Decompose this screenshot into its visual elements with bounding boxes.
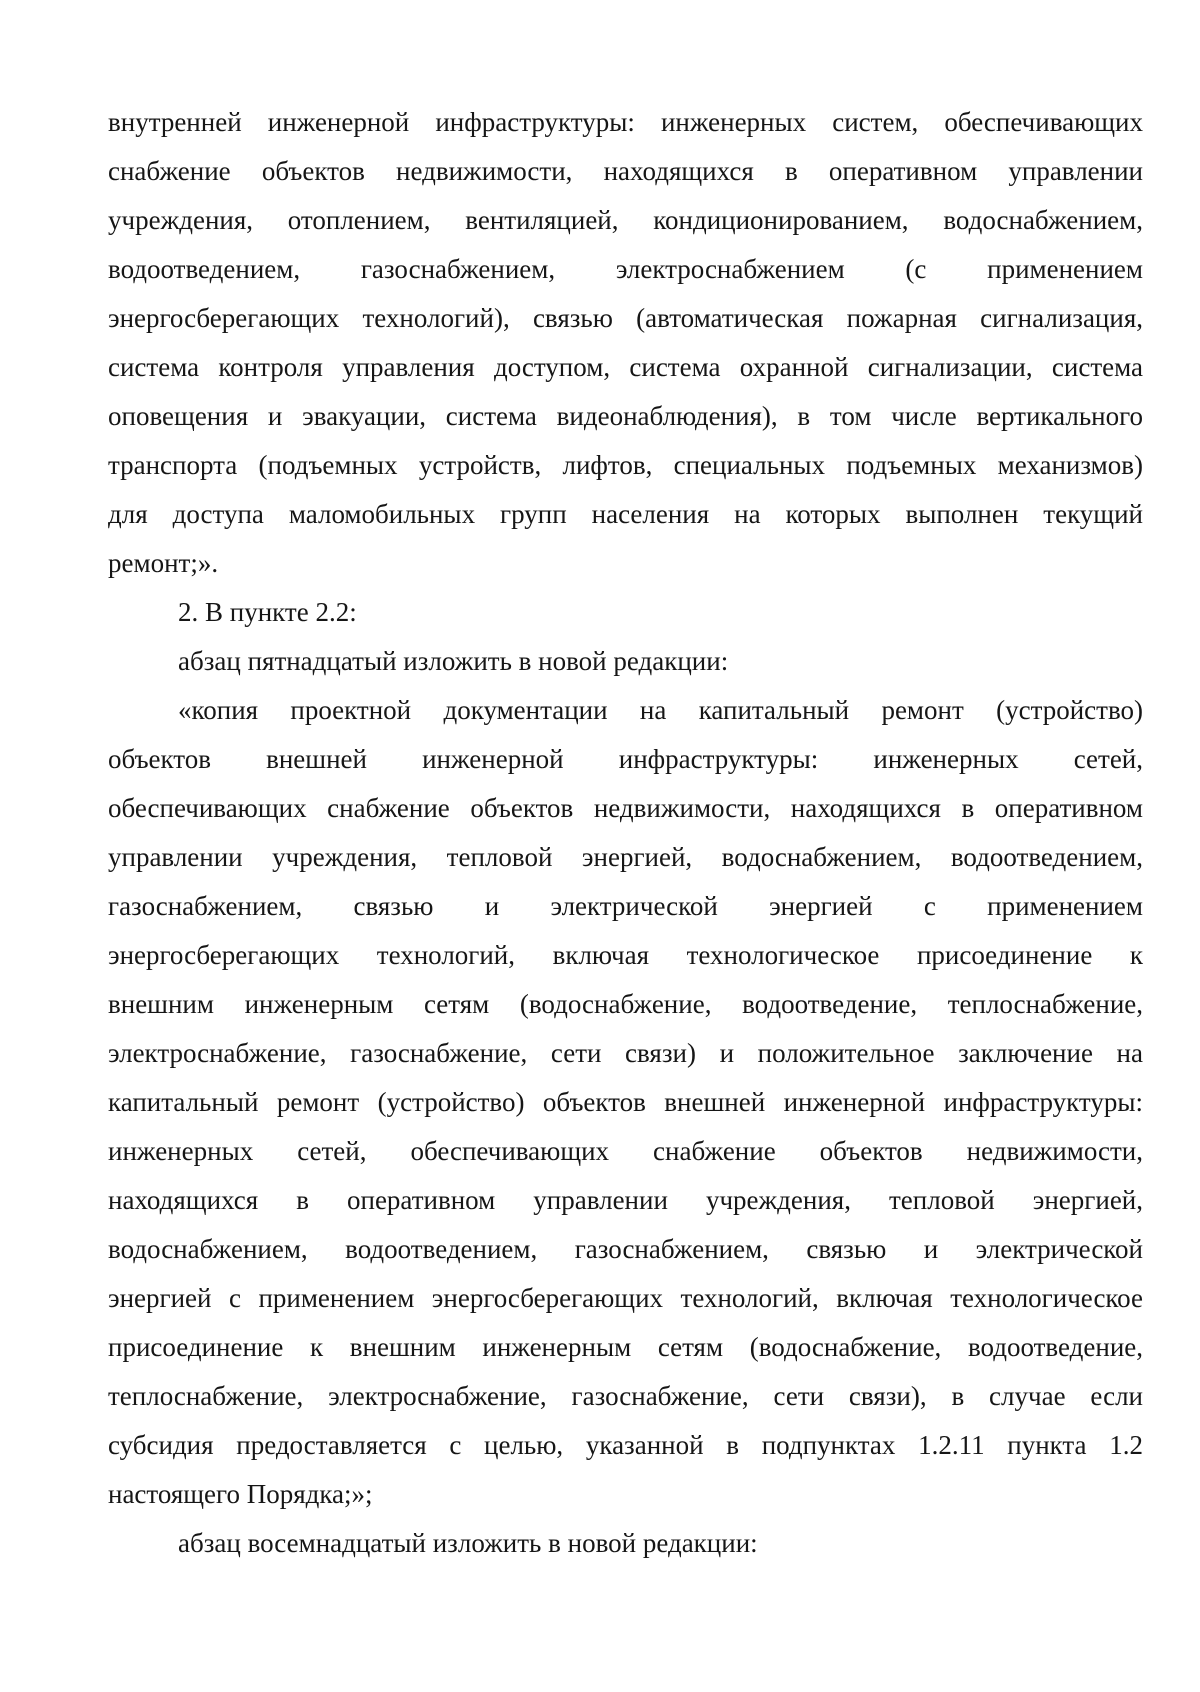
text-line: внутренней инженерной инфраструктуры: инженерных систем, обеспечивающих	[108, 107, 1143, 137]
text-line: абзац пятнадцатый изложить в новой редакции:	[178, 646, 729, 676]
paragraph-item-2	[108, 588, 1143, 637]
text-line: энергией с применением энергосберегающих технологий, включая технологическое	[108, 1283, 1143, 1313]
text-line: теплоснабжение, электроснабжение, газоснабжение, сети связи), в случае если	[108, 1381, 1143, 1411]
text-line: субсидия предоставляется с целью, указанной в подпунктах 1.2.11 пункта 1.2	[108, 1430, 1143, 1460]
text-line: система контроля управления доступом, система охранной сигнализации, система	[108, 352, 1143, 382]
paragraph-instruction-18	[108, 1519, 1143, 1568]
text-line: электроснабжение, газоснабжение, сети связи) и положительное заключение на	[108, 1038, 1143, 1068]
text-line: настоящего Порядка;»;	[108, 1479, 373, 1509]
text-line: оповещения и эвакуации, система видеонаблюдения), в том числе вертикального	[108, 401, 1143, 431]
text-line: находящихся в оперативном управлении учреждения, тепловой энергией,	[108, 1185, 1143, 1215]
text-line: внешним инженерным сетям (водоснабжение, водоотведение, теплоснабжение,	[108, 989, 1143, 1019]
text-line: водоотведением, газоснабжением, электроснабжением (с применением	[108, 254, 1143, 284]
text-line: газоснабжением, связью и электрической энергией с применением	[108, 891, 1143, 921]
text-line: 2. В пункте 2.2:	[178, 597, 357, 627]
text-line: объектов внешней инженерной инфраструктуры: инженерных сетей,	[108, 744, 1143, 774]
text-line: абзац восемнадцатый изложить в новой редакции:	[178, 1528, 758, 1558]
text-line: присоединение к внешним инженерным сетям (водоснабжение, водоотведение,	[108, 1332, 1143, 1362]
text-line: водоснабжением, водоотведением, газоснабжением, связью и электрической	[108, 1234, 1143, 1264]
paragraph-instruction-15	[108, 637, 1143, 686]
text-line: энергосберегающих технологий), связью (автоматическая пожарная сигнализация,	[108, 303, 1143, 333]
text-line: инженерных сетей, обеспечивающих снабжение объектов недвижимости,	[108, 1136, 1143, 1166]
text-line: энергосберегающих технологий, включая технологическое присоединение к	[108, 940, 1143, 970]
text-line: транспорта (подъемных устройств, лифтов, специальных подъемных механизмов)	[108, 450, 1143, 480]
text-line: учреждения, отоплением, вентиляцией, кондиционированием, водоснабжением,	[108, 205, 1143, 235]
paragraph-continuation	[108, 98, 1143, 588]
text-line: для доступа маломобильных групп населения на которых выполнен текущий	[108, 499, 1143, 529]
text-line: ремонт;».	[108, 548, 219, 578]
document-page	[108, 98, 1143, 1568]
text-line: капитальный ремонт (устройство) объектов внешней инженерной инфраструктуры:	[108, 1087, 1143, 1117]
text-line: снабжение объектов недвижимости, находящихся в оперативном управлении	[108, 156, 1143, 186]
text-line: обеспечивающих снабжение объектов недвижимости, находящихся в оперативном	[108, 793, 1143, 823]
text-line: управлении учреждения, тепловой энергией, водоснабжением, водоотведением,	[108, 842, 1143, 872]
paragraph-quoted-text	[108, 686, 1143, 1519]
text-line: «копия проектной документации на капитальный ремонт (устройство)	[178, 695, 1143, 725]
